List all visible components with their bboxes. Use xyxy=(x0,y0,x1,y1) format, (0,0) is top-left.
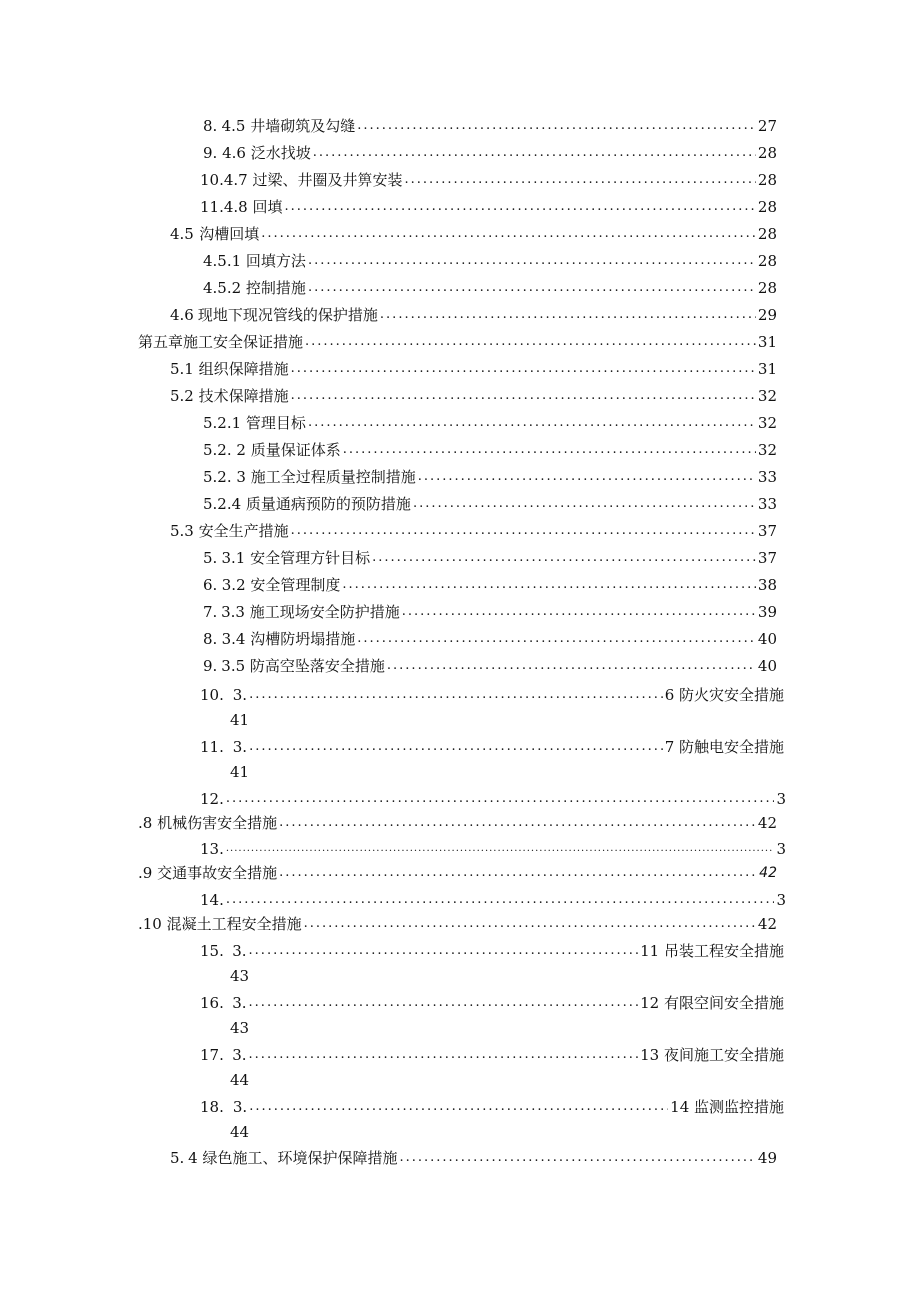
toc-title: .8 机械伤害安全措施 xyxy=(138,814,278,832)
toc-number: 7. xyxy=(203,603,218,621)
toc-number: 9. xyxy=(203,144,218,162)
toc-page: 38 xyxy=(757,576,777,594)
toc-number: 18. xyxy=(200,1098,224,1116)
dot-leader xyxy=(249,683,663,707)
toc-sub-number: 3 xyxy=(776,840,786,858)
toc-sub-number: 3. xyxy=(232,686,248,704)
toc-page: 41 xyxy=(230,711,250,729)
dot-leader xyxy=(387,654,756,678)
toc-title: 7 防触电安全措施 xyxy=(664,738,784,756)
toc-title: 12 有限空间安全措施 xyxy=(640,994,784,1012)
toc-number: 11. xyxy=(200,198,224,216)
dot-leader xyxy=(343,438,756,462)
dot-leader xyxy=(305,330,756,354)
toc-entry[interactable] xyxy=(203,492,777,516)
toc-title: 3.1 安全管理方针目标 xyxy=(221,549,371,567)
toc-number: 6. xyxy=(203,576,218,594)
toc-page: 40 xyxy=(757,630,777,648)
toc-title: 5.2. 2 质量保证体系 xyxy=(203,441,341,459)
toc-entry[interactable] xyxy=(200,1095,784,1119)
toc-entry[interactable] xyxy=(200,991,784,1015)
toc-title: .9 交通事故安全措施 xyxy=(138,864,278,882)
toc-title: 现地下现况管线的保护措施 xyxy=(197,306,378,324)
dot-leader xyxy=(226,837,775,861)
toc-entry[interactable] xyxy=(170,519,777,543)
toc-entry[interactable] xyxy=(170,357,777,381)
toc-sub-number: 3. xyxy=(232,1046,247,1064)
toc-number: 17. xyxy=(200,1046,224,1064)
toc-sub-number: 3 xyxy=(776,891,786,909)
toc-entry[interactable] xyxy=(200,1043,784,1067)
toc-title: 5.2 技术保障措施 xyxy=(170,387,289,405)
toc-number: 8. xyxy=(203,117,218,135)
dot-leader xyxy=(308,411,756,435)
toc-number: 4.6 xyxy=(170,306,194,324)
toc-entry[interactable] xyxy=(203,465,777,489)
toc-entry[interactable] xyxy=(200,939,784,963)
toc-number: 9. xyxy=(203,657,218,675)
dot-leader xyxy=(291,519,756,543)
toc-entry[interactable] xyxy=(203,438,777,462)
toc-title: 3.5 防高空坠落安全措施 xyxy=(221,657,385,675)
dot-leader xyxy=(261,222,756,246)
toc-title: 5.3 安全生产措施 xyxy=(170,522,289,540)
toc-entry[interactable] xyxy=(200,195,777,219)
toc-entry[interactable] xyxy=(200,888,786,912)
dot-leader xyxy=(413,492,756,516)
dot-leader xyxy=(308,249,756,273)
dot-leader xyxy=(249,1095,668,1119)
toc-entry[interactable] xyxy=(203,141,777,165)
toc-page: 43 xyxy=(230,967,250,985)
dot-leader xyxy=(284,195,755,219)
toc-number: 4.5 xyxy=(170,225,194,243)
toc-page: 32 xyxy=(757,387,777,405)
toc-number: 15. xyxy=(200,942,224,960)
toc-sub-number: 3. xyxy=(232,738,248,756)
toc-page: 27 xyxy=(757,117,777,135)
toc-chapter-entry[interactable] xyxy=(138,330,777,354)
dot-leader xyxy=(226,888,775,912)
toc-page: 37 xyxy=(757,522,777,540)
toc-title: 沟槽回填 xyxy=(199,225,260,243)
toc-sub-number: 3. xyxy=(232,994,247,1012)
toc-entry[interactable] xyxy=(200,735,784,759)
dot-leader xyxy=(404,168,755,192)
toc-title: 5.2.1 管理目标 xyxy=(203,414,306,432)
toc-entry[interactable] xyxy=(203,546,777,570)
toc-title: 4.5.2 控制措施 xyxy=(203,279,306,297)
dot-leader xyxy=(279,811,756,835)
dot-leader xyxy=(249,939,639,963)
toc-page: 33 xyxy=(757,495,777,513)
toc-entry[interactable] xyxy=(203,627,777,651)
dot-leader xyxy=(399,1146,755,1170)
dot-leader xyxy=(304,912,756,936)
toc-number: 5. xyxy=(170,1149,185,1167)
toc-title: 5.2.4 质量通病预防的预防措施 xyxy=(203,495,411,513)
toc-entry[interactable] xyxy=(203,276,777,300)
toc-entry[interactable] xyxy=(200,168,777,192)
toc-entry[interactable] xyxy=(203,573,777,597)
toc-page: 28 xyxy=(757,171,777,189)
dot-leader xyxy=(342,573,756,597)
toc-title: 4.5.1 回填方法 xyxy=(203,252,306,270)
toc-title: 11 吊装工程安全措施 xyxy=(640,942,784,960)
toc-number: 10. xyxy=(200,686,224,704)
toc-page: 42 xyxy=(757,915,777,933)
dot-leader xyxy=(357,114,756,138)
toc-number: 12. xyxy=(200,790,224,808)
toc-title: 3.3 施工现场安全防护措施 xyxy=(221,603,400,621)
toc-title: 3.2 安全管理制度 xyxy=(221,576,341,594)
toc-sub-number: 3. xyxy=(232,1098,248,1116)
toc-title: 13 夜间施工安全措施 xyxy=(640,1046,784,1064)
toc-number: 10. xyxy=(200,171,224,189)
toc-entry[interactable] xyxy=(200,683,784,707)
dot-leader xyxy=(291,357,756,381)
toc-title: 14 监测监控措施 xyxy=(670,1098,784,1116)
toc-title: 第五章施工安全保证措施 xyxy=(138,333,304,351)
toc-page: 28 xyxy=(757,279,777,297)
toc-page: 44 xyxy=(230,1123,250,1141)
toc-title: 4.5 井墙砌筑及勾缝 xyxy=(221,117,356,135)
toc-entry[interactable] xyxy=(203,654,777,678)
dot-leader xyxy=(226,787,775,811)
toc-page: 44 xyxy=(230,1071,250,1089)
toc-entry[interactable] xyxy=(170,384,777,408)
toc-page: 28 xyxy=(757,198,777,216)
dot-leader xyxy=(380,303,756,327)
toc-number: 16. xyxy=(200,994,224,1012)
dot-leader xyxy=(249,991,639,1015)
toc-page: 39 xyxy=(757,603,777,621)
toc-sub-number: 3 xyxy=(776,790,786,808)
toc-entry[interactable] xyxy=(203,249,777,273)
dot-leader xyxy=(249,735,663,759)
toc-entry[interactable] xyxy=(203,114,777,138)
toc-title: 6 防火灾安全措施 xyxy=(664,686,784,704)
toc-page: 33 xyxy=(757,468,777,486)
dot-leader xyxy=(418,465,756,489)
toc-page: 40 xyxy=(757,657,777,675)
toc-entry[interactable] xyxy=(203,411,777,435)
toc-title: 4.6 泛水找坡 xyxy=(222,144,311,162)
toc-entry[interactable] xyxy=(200,837,786,861)
toc-number: 5. xyxy=(203,549,218,567)
toc-sub-number: 3. xyxy=(232,942,247,960)
toc-number: 14. xyxy=(200,891,224,909)
toc-number: 11. xyxy=(200,738,224,756)
toc-number: 8. xyxy=(203,630,218,648)
toc-number: 13. xyxy=(200,840,224,858)
dot-leader xyxy=(372,546,756,570)
toc-title: 5.1 组织保障措施 xyxy=(170,360,289,378)
dot-leader xyxy=(249,1043,639,1067)
toc-page: 29 xyxy=(757,306,777,324)
toc-page: 31 xyxy=(757,333,777,351)
toc-page: 43 xyxy=(230,1019,250,1037)
toc-entry[interactable] xyxy=(200,787,786,811)
dot-leader xyxy=(279,861,757,885)
toc-page: 28 xyxy=(757,225,777,243)
toc-page: 37 xyxy=(757,549,777,567)
dot-leader xyxy=(291,384,756,408)
toc-title: 4.8 回填 xyxy=(223,198,283,216)
dot-leader xyxy=(357,627,756,651)
toc-entry-continuation[interactable] xyxy=(138,861,777,885)
toc-page: 28 xyxy=(757,144,777,162)
toc-entry[interactable] xyxy=(170,1146,777,1170)
dot-leader xyxy=(308,276,756,300)
toc-entry[interactable] xyxy=(170,222,777,246)
toc-entry[interactable] xyxy=(170,303,777,327)
toc-page: 32 xyxy=(757,441,777,459)
toc-page: 49 xyxy=(757,1149,777,1167)
toc-title: 4.7 过梁、井圈及井箅安装 xyxy=(223,171,403,189)
toc-title: 3.4 沟槽防坍塌措施 xyxy=(221,630,356,648)
toc-page: 41 xyxy=(230,763,250,781)
toc-page: 31 xyxy=(757,360,777,378)
toc-entry-continuation[interactable] xyxy=(138,912,777,936)
toc-title: 4 绿色施工、环境保护保障措施 xyxy=(188,1149,398,1167)
toc-title: 5.2. 3 施工全过程质量控制措施 xyxy=(203,468,416,486)
toc-page: 32 xyxy=(757,414,777,432)
dot-leader xyxy=(313,141,756,165)
toc-page: 28 xyxy=(757,252,777,270)
dot-leader xyxy=(402,600,756,624)
toc-entry[interactable] xyxy=(203,600,777,624)
toc-page: 42 xyxy=(759,865,777,881)
toc-title: .10 混凝土工程安全措施 xyxy=(138,915,302,933)
toc-page: 42 xyxy=(757,814,777,832)
toc-entry-continuation[interactable] xyxy=(138,811,777,835)
